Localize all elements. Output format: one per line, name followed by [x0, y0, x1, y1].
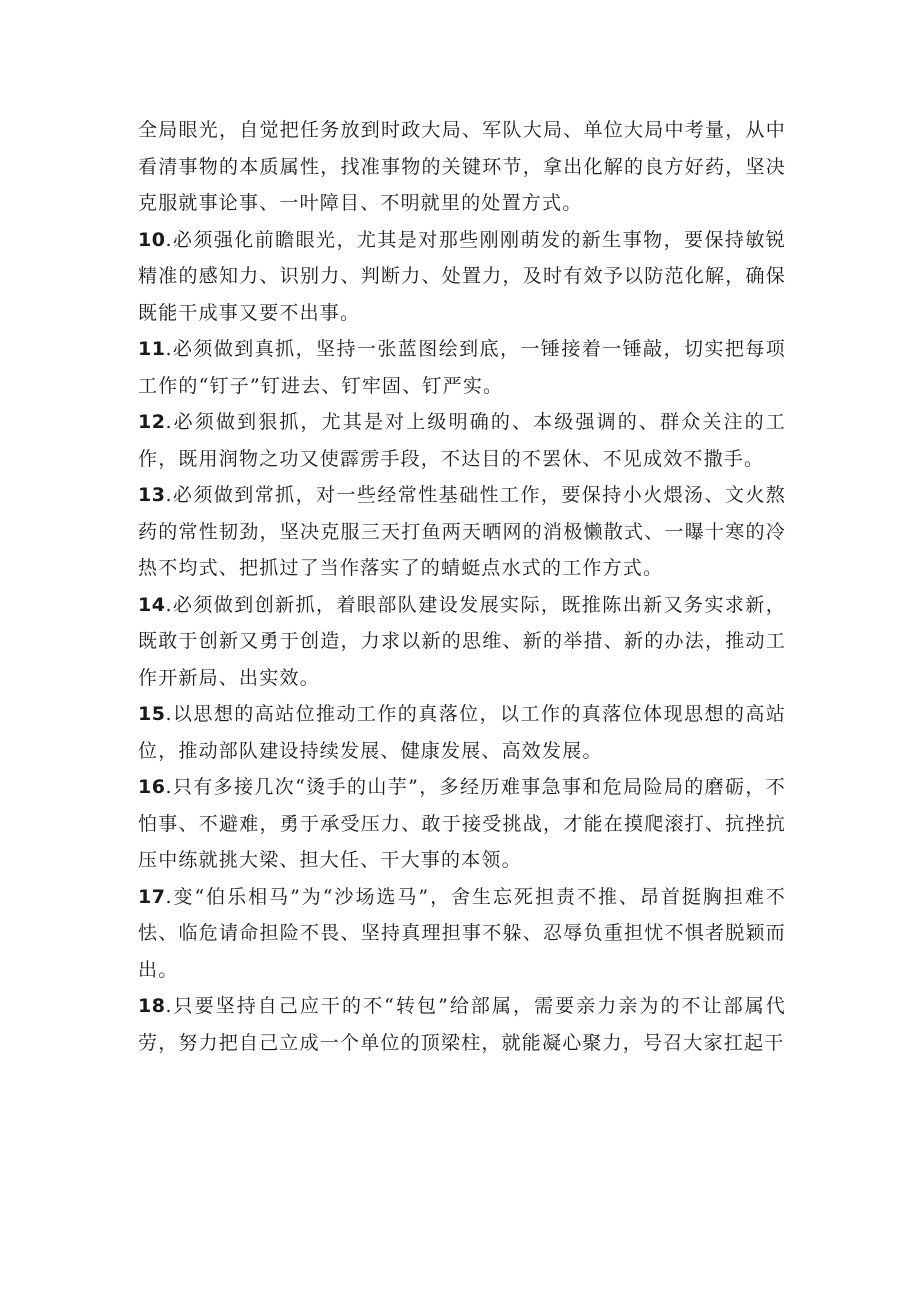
paragraph-number: 15	[138, 703, 166, 725]
paragraph-text: 全局眼光，自觉把任务放到时政大局、军队大局、单位大局中考量，从中看清事物的本质属性，找准事物的关键环节，拿出化解的良方好药，坚决克服就事论事、一叶障目、不明就里的处置方式。	[138, 119, 786, 214]
paragraph-number: 14	[138, 593, 166, 616]
numbered-paragraph-10	[138, 222, 786, 332]
numbered-paragraph-16	[138, 769, 786, 879]
document-page	[138, 112, 786, 1061]
paragraph-number: 10	[138, 228, 166, 251]
paragraph-number: 11	[138, 338, 166, 360]
paragraph-text: .只要坚持自己应干的不“转包”给部属，需要亲力亲为的不让部属代劳，努力把自己立成一个单位的顶梁柱，就能凝心聚力，号召大家扛起干	[138, 995, 786, 1054]
numbered-paragraph-18	[138, 988, 786, 1061]
paragraph-text: .必须做到狠抓，尤其是对上级明确的、本级强调的、群众关注的工作，既用润物之功又使霹雳手段，不达目的不罢休、不见成效不撒手。	[138, 411, 786, 470]
paragraph-text: .只有多接几次“烫手的山芋”，多经历难事急事和危局险局的磨砺，不怕事、不避难，勇于承受压力、敢于接受挑战，才能在摸爬滚打、抗挫抗压中练就挑大梁、担大任、干大事的本领。	[138, 776, 786, 871]
paragraph-number: 18	[138, 995, 166, 1017]
paragraph-text: .必须做到创新抓，着眼部队建设发展实际，既推陈出新又务实求新，既敢于创新又勇于创造，力求以新的思维、新的举措、新的办法，推动工作开新局、出实效。	[138, 593, 786, 689]
paragraph-text: .必须强化前瞻眼光，尤其是对那些刚刚萌发的新生事物，要保持敏锐精准的感知力、识别力、判断力、处置力，及时有效予以防范化解，确保既能干成事又要不出事。	[138, 228, 786, 324]
numbered-paragraph-12	[138, 404, 786, 477]
paragraph-text: .必须做到真抓，坚持一张蓝图绘到底，一锤接着一锤敲，切实把每项工作的“钉子”钉进去、钉牢固、钉严实。	[138, 338, 786, 397]
paragraph-number: 16	[138, 776, 166, 798]
paragraph-text: .变“伯乐相马”为“沙场选马”，舍生忘死担责不推、昂首挺胸担难不怯、临危请命担险不畏、坚持真理担事不躲、忍辱负重担忧不惧者脱颖而出。	[138, 885, 786, 981]
paragraph-number: 12	[138, 411, 166, 433]
numbered-paragraph-13	[138, 477, 786, 587]
paragraph-text: .以思想的高站位推动工作的真落位，以工作的真落位体现思想的高站位，推动部队建设持续发展、健康发展、高效发展。	[138, 703, 786, 762]
paragraph-number: 17	[138, 885, 166, 908]
paragraph-text: .必须做到常抓，对一些经常性基础性工作，要保持小火煨汤、文火熬药的常性韧劲，坚决克服三天打鱼两天晒网的消极懒散式、一曝十寒的冷热不均式、把抓过了当作落实了的蜻蜓点水式的工作方式。	[138, 484, 786, 579]
paragraph-continuation	[138, 112, 786, 222]
numbered-paragraph-17	[138, 879, 786, 989]
numbered-paragraph-11	[138, 331, 786, 404]
paragraph-number: 13	[138, 484, 166, 506]
numbered-paragraph-14	[138, 587, 786, 697]
numbered-paragraph-15	[138, 696, 786, 769]
